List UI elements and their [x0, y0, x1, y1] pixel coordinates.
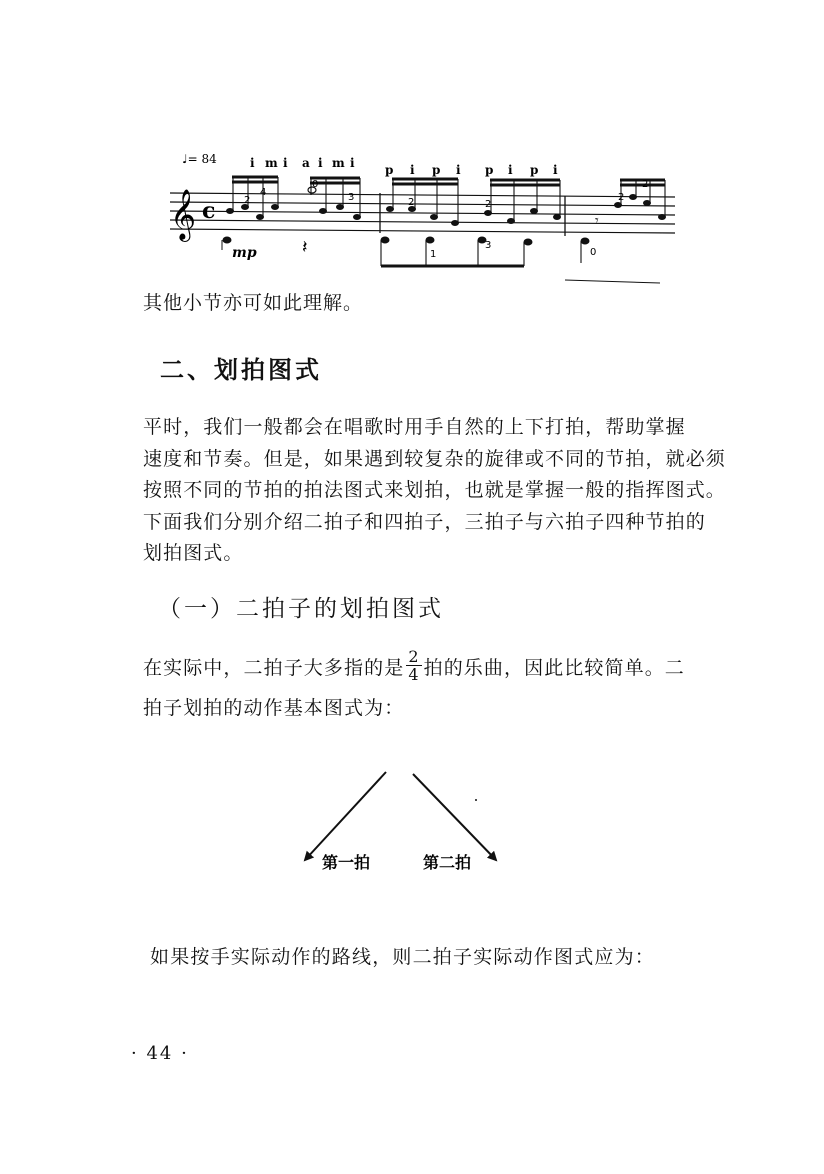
page-number: · 44 · [131, 1043, 189, 1064]
beat-one-label: 第一拍 [322, 853, 371, 872]
fingering-letter: m [332, 156, 345, 170]
fingering-letter: i [553, 163, 558, 177]
text-fragment: 在实际中，二拍子大多指的是 [143, 657, 405, 679]
finger-number: 2 [618, 192, 625, 203]
stray-dot [475, 799, 477, 801]
fingering-letter: i [283, 156, 288, 170]
fingering-letter: i [350, 156, 355, 170]
finger-number: 3 [348, 192, 355, 203]
finger-number: 2 [642, 179, 649, 190]
intro-paragraph [143, 412, 726, 570]
fingering-letter: i [410, 163, 415, 177]
fingering-letter: i [508, 163, 513, 177]
beat-two-label: 第二拍 [423, 853, 472, 872]
eighth-rest-icon: 𝄾 [595, 213, 599, 229]
fingering-group-a [250, 156, 355, 170]
paragraph-line [143, 648, 733, 688]
time-signature: c [202, 198, 216, 224]
finger-number: 0 [590, 247, 597, 258]
beam-group-1 [232, 177, 665, 185]
actual-motion-paragraph: 如果按手实际动作的路线，则二拍子实际动作图式应为： [150, 946, 656, 968]
caption-text: 其他小节亦可如此理解。 [143, 292, 364, 314]
paragraph-line: 平时，我们一般都会在唱歌时用手自然的上下打拍，帮助掌握 [143, 416, 686, 438]
fingering-letter: p [485, 163, 494, 177]
fraction-numerator: 2 [408, 646, 420, 666]
tempo-mark: ♩= 84 [182, 152, 217, 166]
time-fraction [406, 648, 421, 683]
paragraph-line: 划拍图式。 [143, 542, 244, 564]
beat-two-arrow [413, 774, 496, 860]
two-beat-paragraph [143, 648, 733, 728]
fingering-letter: m [265, 156, 278, 170]
fraction-denominator: 4 [408, 664, 420, 684]
finger-number: 2 [244, 195, 251, 206]
finger-number: 1 [430, 249, 437, 260]
section-heading: 二、划拍图式 [160, 356, 322, 384]
note-heads [226, 187, 666, 226]
finger-number: 3 [485, 240, 492, 251]
fingering-letter: p [432, 163, 441, 177]
paragraph-line: 下面我们分别介绍二拍子和四拍子，三拍子与六拍子四种节拍的 [143, 510, 706, 533]
fingering-letter: i [250, 156, 255, 170]
finger-number: 4 [260, 187, 267, 198]
bass-notes [222, 237, 660, 283]
dynamic-mark: mp [232, 245, 257, 261]
fingering-letter: i [318, 156, 323, 170]
fingering-group-b [385, 163, 558, 177]
fingering-letter: p [530, 163, 539, 177]
treble-clef-icon: 𝄞 [170, 189, 197, 240]
finger-number: 2 [485, 199, 492, 210]
music-score [160, 145, 680, 290]
two-beat-diagram [290, 762, 520, 882]
paragraph-line: 速度和节奏。但是，如果遇到较复杂的旋律或不同的节拍，就必须 [143, 447, 726, 470]
paragraph-line: 按照不同的节拍的拍法图式来划拍，也就是掌握一般的指挥图式。 [143, 479, 726, 501]
fingering-letter: a [302, 156, 310, 170]
beat-one-arrow [305, 772, 386, 860]
finger-number: 2 [408, 197, 415, 208]
fingering-letter: i [456, 163, 461, 177]
quarter-rest-icon: 𝄽 [302, 237, 308, 258]
paragraph-line: 拍子划拍的动作基本图式为： [143, 697, 405, 719]
subsection-heading: （一）二拍子的划拍图式 [158, 596, 444, 622]
finger-number: 0 [312, 179, 319, 190]
fingering-letter: p [385, 163, 394, 177]
text-fragment: 拍的乐曲，因此比较简单。二 [423, 657, 685, 679]
